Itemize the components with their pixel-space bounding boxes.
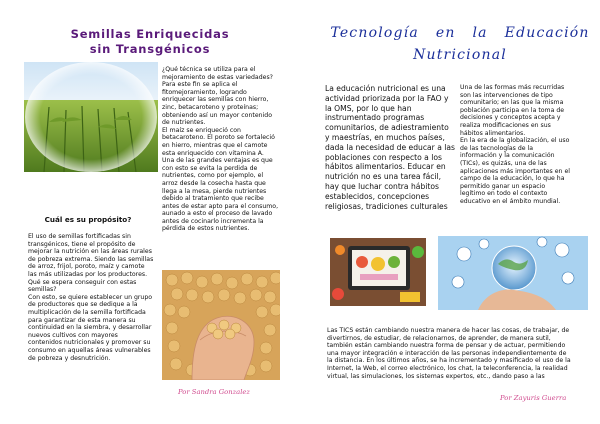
right-panel-col-left — [325, 84, 460, 211]
left-panel-col-right — [162, 66, 302, 233]
left-title-line2: sin Transgénicos — [89, 42, 211, 56]
left-title — [60, 27, 240, 57]
right-author: Por Zayuris Guerra — [500, 394, 567, 402]
corn-field-image — [24, 62, 158, 172]
right-title-line2: Nutricional — [413, 47, 507, 63]
left-author: Por Sandra Gonzalez — [178, 388, 251, 396]
left-panel-col-left — [28, 233, 168, 362]
right-title-line1: Tecnología en la Educación — [330, 25, 590, 41]
purpose-heading: Cuál es su propósito? — [44, 215, 132, 224]
tics-intro-text: Una de las formas más recurridas son las intervenciones de tipo comunitario; en las que la misma población participa en la toma de decisiones y conceptos acepta y realiza modificaciones en sus hábitos alimentarios. En la era de la globalización, el uso de las tecnologías de la información y la comunicación (TICs), es quizás, una de las aplicaciones más importantes en el campo de la educación, lo que ha permitido ganar un espacio legítimo en todo el contexto educativo en el ámbito mundial. — [460, 84, 570, 205]
purpose-text: El uso de semillas fortificadas sin transgénicos, tiene el propósito de mejorar la nutrición en las áreas rurales de pobreza extrema. Siendo las semillas de arroz, frijol, poroto, maíz y camote las más utilizadas por los productores. Qué se espera conseguir con estas semillas? Con esto, se quiere establecer un grupo de productores que se dedique a la multiplicación de la semilla fortificada para garantizar de esta manera su continuidad en la siembra, y desarrollar nuevos cultivos con mayores contenidos nutricionales y promover su consumo en aquellas áreas vulnerables de pobreza y desnutrición. — [28, 233, 154, 362]
right-panel-col-right — [460, 84, 600, 206]
food-technology-image — [330, 238, 426, 306]
technique-text: ¿Qué técnica se utiliza para el mejoramiento de estas variedades? Para este fin se aplica el fitomejoramiento, logrando enriquecer las semillas con hierro, zinc, betacaroteno y proteínas; obteniendo así un mayor contenido de nutrientes. El maíz se enriqueció con betacaroteno. El poroto se fortaleció en hierro, mientras que el camote esta enriquecido con vitamina A. Una de las grandes ventajas es que con esto se evita la perdida de nutrientes, como por ejemplo, el arroz desde la cosecha hasta que llega a la mesa, pierde nutrientes debido al tratamiento que recibe antes de estar apto para el consumo, aunado a esto el proceso de lavado antes de cocinarlo incrementa la pérdida de estos nutrientes. — [162, 66, 279, 233]
soybeans-image — [162, 270, 280, 380]
tics-change-text: Las TICS están cambiando nuestra manera de hacer las cosas, de trabajar, de divertirnos, de estudiar, de relacionarnos, de aprender, de manera sutil, también están cambiando nuestra forma de pensar y de actuar, permitiendo una mayor integración e interacción de las personas independientemente de la distancia. En los últimos años, se ha incrementado y masificado el uso de la Internet, la Web, el correo electrónico, los chat, la teleconferencia, la realidad virtual, las simulaciones, los sistemas expertos, etc., dando paso a las — [327, 327, 571, 380]
left-title-line1: Semillas Enriquecidas — [70, 27, 230, 41]
right-panel-bottom — [327, 327, 597, 380]
nutrition-education-text: La educación nutricional es una actividad priorizada por la FAO y la OMS, por lo que han instrumentado programas comunitarios, de adiestramiento y maestrías, en muchos países, dada la necesidad de educar a las poblaciones con respecto a los hábitos alimentarios. Educar en nutrición no es una tarea fácil, hay que luchar contra hábitos establecidos, concepciones religiosas, tradiciones culturales — [325, 84, 456, 211]
globe-technology-image — [438, 236, 588, 310]
right-title — [322, 22, 598, 66]
